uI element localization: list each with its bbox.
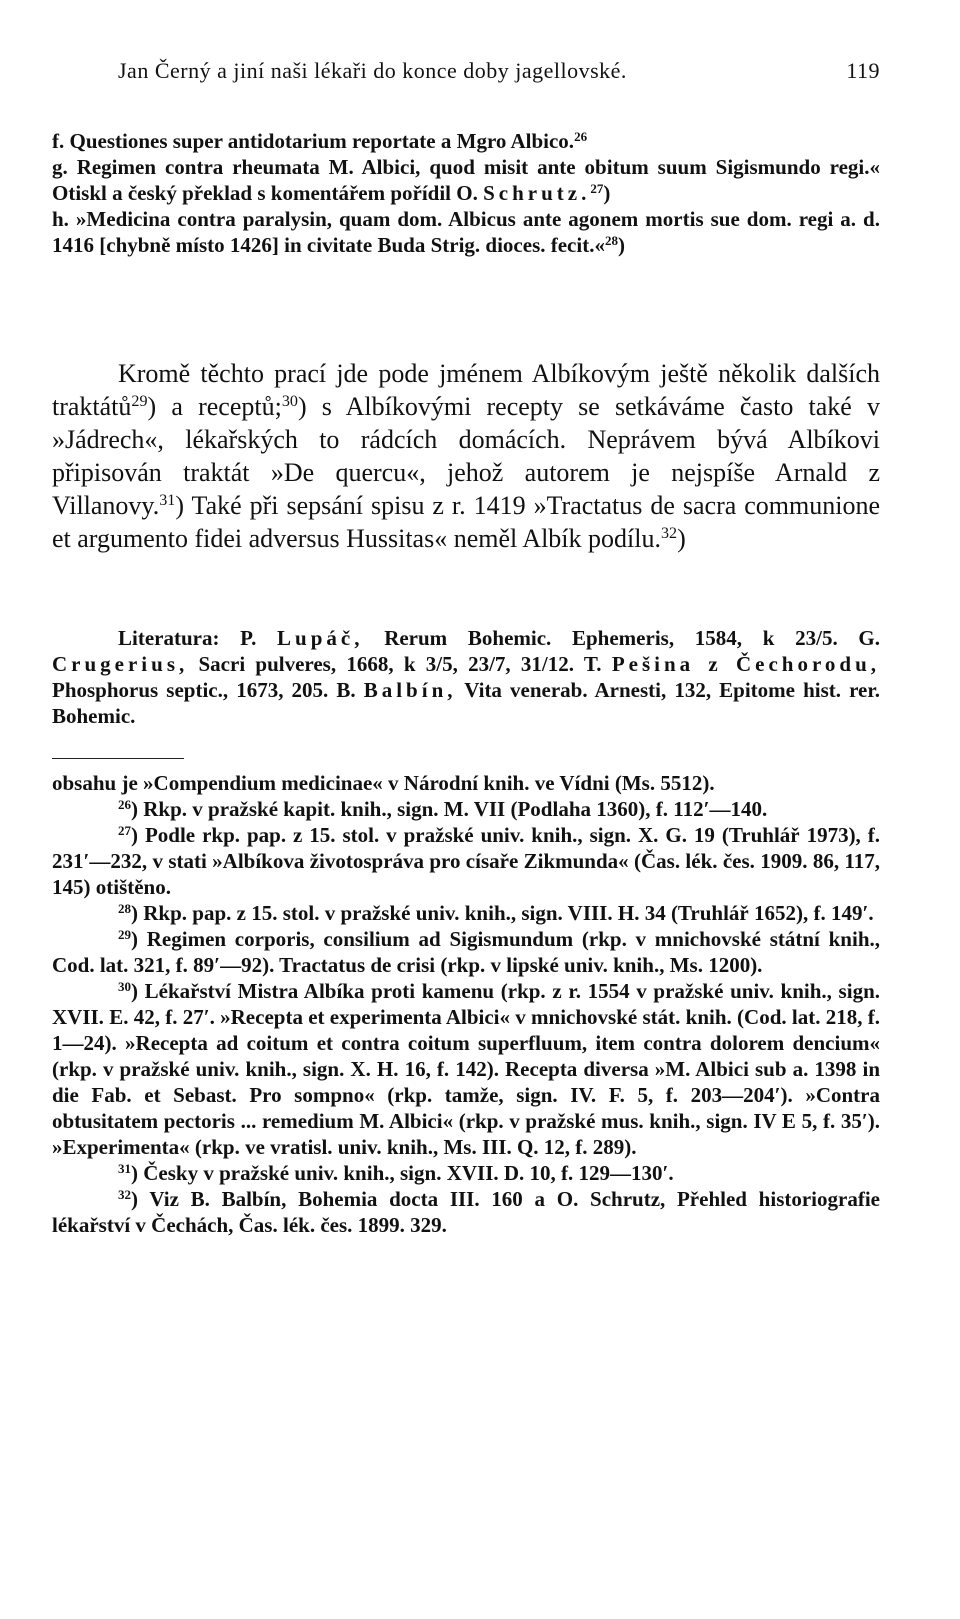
literature-text: Literatura: P. Lupáč, Rerum Bohemic. Ephemeris, 1584, k 23/5. G. Crugerius, Sacri pulveres, 1668, k 3/5, 23/7, 31/12. T. Pešina z Čechorodu, Phosphorus septic., 1673, 205. B. Balbín, Vita venerab. Arnesti, 132, Epitome hist. rer. Bohemic. — [52, 626, 881, 728]
footnote-27: $^{27}$) Podle rkp. pap. z 15. stol. v pražské univ. knih., sign. X. G. 19 (Truhlář 1973), f. 231′—232, v stati »Albíkova životospráva pro císaře Zikmunda« (Čas. lék. čes. 1909. 86, 117, 145) otištěno. — [52, 822, 880, 899]
footnote-ref-31[interactable]: 31 — [159, 492, 176, 510]
footnotes — [52, 770, 880, 1238]
list-item-f: f. Questiones super antidotarium reportate a Mgro Albico.$^{26}$ — [52, 128, 588, 153]
literature-section — [52, 625, 880, 729]
footnote-ref-26[interactable]: 26 — [574, 128, 588, 144]
main-paragraph — [52, 357, 880, 555]
footnote-ref-28[interactable]: 28 — [604, 232, 618, 248]
footnote-28: $^{28}$) Rkp. pap. z 15. stol. v pražské univ. knih., sign. VIII. H. 34 (Truhlář 1652), f. 149′. — [118, 900, 874, 925]
footnote-separator — [52, 758, 184, 759]
running-title: Jan Černý a jiní naši lékaři do konce doby jagellovské. — [118, 58, 627, 83]
running-header — [118, 58, 880, 84]
body-text: Kromě těchto prací jde pode jménem Albíkovým ještě několik dalších traktátů$^{29}$) a receptů;$^{30}$) s Albíkovými recepty se setkáváme často také v »Jádrech«, lékařských to rádcích domácích. Neprávem bývá Albíkovi připisován traktát »De quercu«, jehož autorem je nejspíše Arnald z Villanovy.$^{31}$) Také při sepsání spisu z r. 1419 »Tractatus de sacra communione et argumento fidei adversus Hussitas« neměl Albík podílu.$^{32}$) — [52, 359, 881, 553]
footnote-29: $^{29}$) Regimen corporis, consilium ad Sigismundum (rkp. v mnichovské státní knih., Cod. lat. 321, f. 89′—92). Tractatus de crisi (rkp. v lipské univ. knih., Ms. 1200). — [52, 926, 880, 977]
footnote-32: $^{32}$) Viz B. Balbín, Bohemia docta III. 160 a O. Schrutz, Přehled historiografie lékařství v Čechách, Čas. lék. čes. 1899. 329. — [52, 1186, 880, 1237]
footnote-30: $^{30}$) Lékařství Mistra Albíka proti kamenu (rkp. z r. 1554 v pražské univ. knih., sign. XVII. E. 42, f. 27′. »Recepta et experimenta Albici« v mnichovské stát. knih. (Cod. lat. 218, f. 1—24). »Recepta ad coitum et contra coitum superfluum, item contra dolorem dencium« (rkp. v pražské univ. knih., sign. X. H. 16, f. 142). Recepta diversa »M. Albici sub a. 1398 in die Fab. et Sebast. Pro sompno« (rkp. tamže, sign. IV. F. 5, f. 203—204′). »Contra obtusitatem pectoris ... remedium M. Albici« (rkp. v pražské mus. knih., sign. IV E 5, f. 35′). »Experimenta« (rkp. ve vratisl. univ. knih., Ms. III. Q. 12, f. 289). — [52, 978, 880, 1159]
manuscript-list — [52, 128, 880, 258]
page-number: 119 — [846, 58, 880, 83]
list-item-g: g. Regimen contra rheumata M. Albici, quod misit ante obitum suum Sigismundo regi.« Otiskl a český překlad s komentářem pořídil O. Schrutz.$^{27}$) — [52, 155, 880, 205]
footnote-ref-30[interactable]: 30 — [281, 393, 298, 411]
author-name: Schrutz. — [483, 181, 591, 205]
footnote-ref-27[interactable]: 27 — [590, 180, 604, 196]
footnote-ref-32[interactable]: 32 — [660, 525, 678, 543]
footnote-26: $^{26}$) Rkp. v pražské kapit. knih., sign. M. VII (Podlaha 1360), f. 112′—140. — [118, 796, 768, 821]
footnote-ref-29[interactable]: 29 — [131, 393, 148, 411]
footnote-continuation: obsahu je »Compendium medicinae« v Národní knih. ve Vídni (Ms. 5512). — [52, 771, 715, 795]
footnote-31: $^{31}$) Česky v pražské univ. knih., sign. XVII. D. 10, f. 129—130′. — [118, 1160, 674, 1185]
list-item-h: h. »Medicina contra paralysin, quam dom. Albicus ante agonem mortis sue dom. regi a. d. 1416 [chybně místo 1426] in civitate Buda Strig. dioces. fecit.«$^{28}$) — [52, 207, 880, 257]
